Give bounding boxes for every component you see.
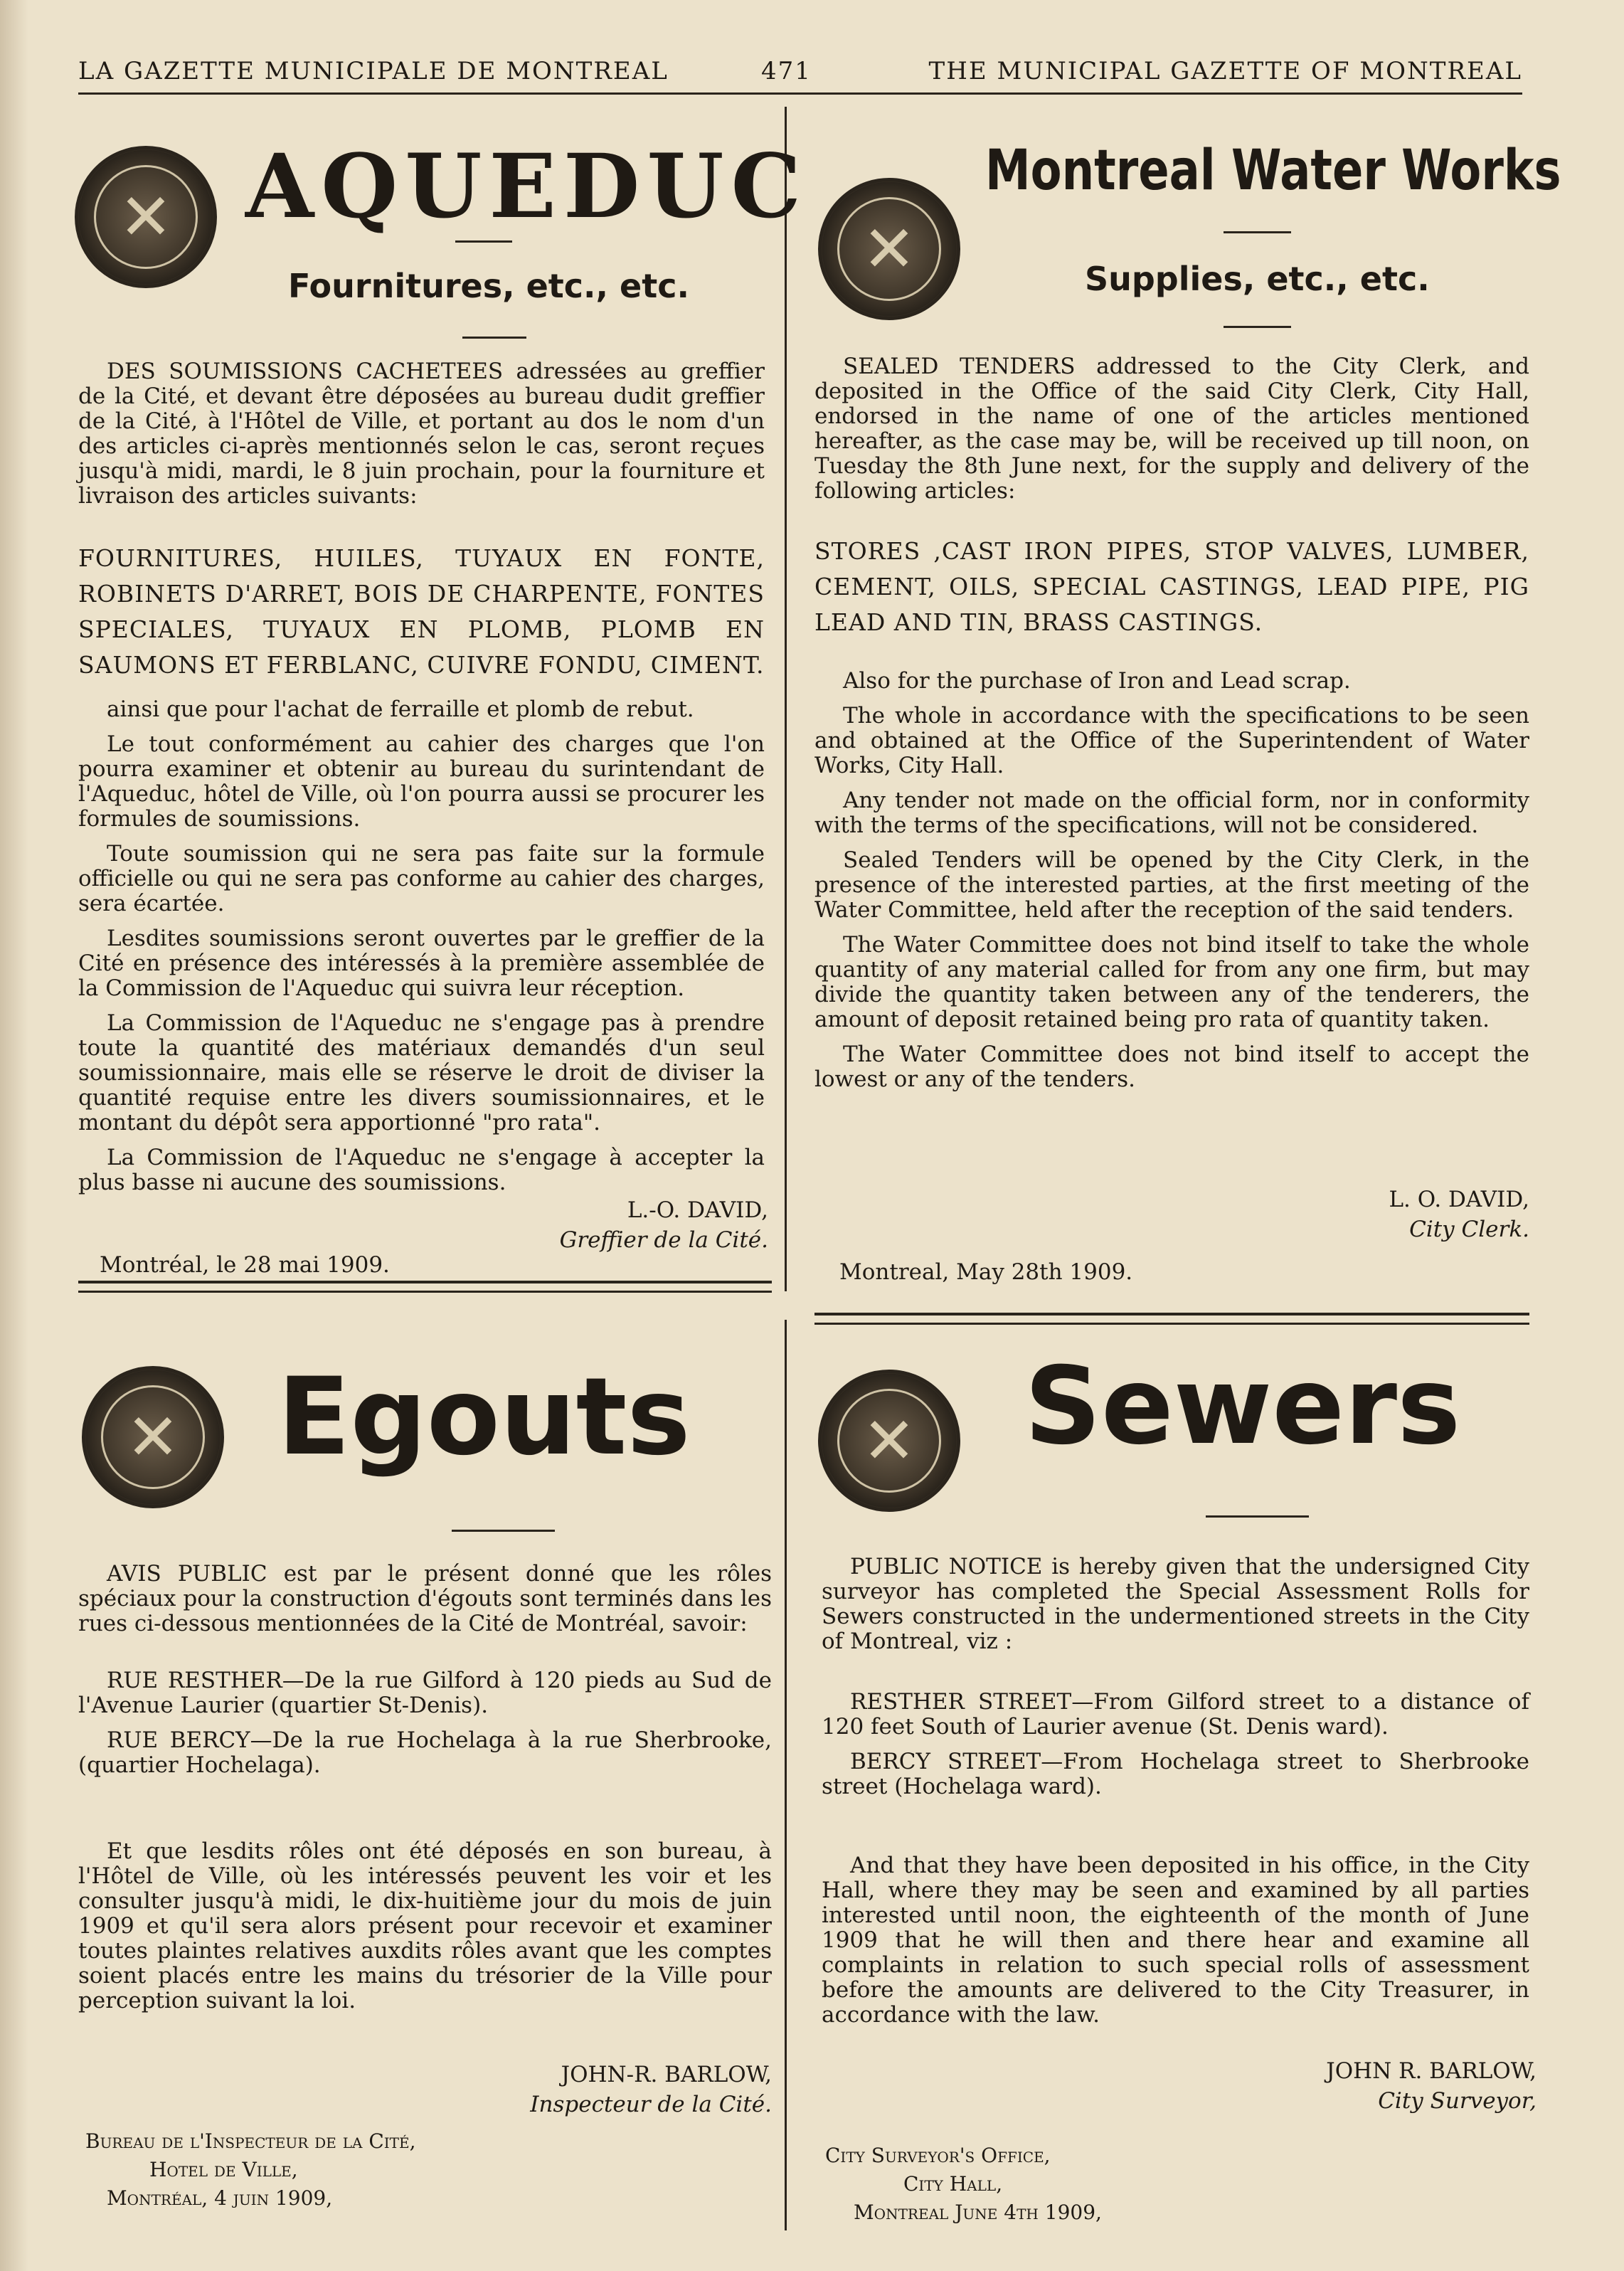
sewers-address-line-1: City Surveyor's Office, xyxy=(825,2144,1051,2167)
title-rule xyxy=(452,1530,555,1532)
aqueduc-subtitle: Fournitures, etc., etc. xyxy=(288,267,689,305)
title-rule xyxy=(455,240,512,243)
title-rule xyxy=(1224,231,1291,233)
city-seal-icon: ✕ xyxy=(82,1366,224,1508)
waterworks-subtitle: Supplies, etc., etc. xyxy=(1085,260,1430,298)
aqueduc-signature-name: L.-O. DAVID, xyxy=(627,1197,768,1223)
waterworks-items: STORES ,CAST IRON PIPES, STOP VALVES, LUMBER, CEMENT, OILS, SPECIAL CASTINGS, LEAD PIPE, PIG LEAD AND TIN, BRASS CASTINGS. xyxy=(814,537,1529,636)
sewers-intro xyxy=(822,1555,1529,1664)
egouts-signature xyxy=(356,2060,772,2119)
waterworks-para-4: Sealed Tenders will be opened by the City Clerk, in the presence of the interested parties, at the first meeting of the Water Committee, held after the reception of the said tenders. xyxy=(814,847,1529,923)
section-separator-right xyxy=(814,1313,1529,1325)
sewers-street-2: BERCY STREET—From Hochelaga street to Sherbrooke street (Hochelaga ward). xyxy=(822,1749,1529,1799)
sewers-body xyxy=(822,1853,1529,2038)
sewers-body-text: And that they have been deposited in his office, in the City Hall, where they may be seen and examined by all parties interested until noon, the eighteenth of the month of June 1909 that he will then and there hear and examine all complaints in relation to such special rolls of assessment before the amounts are delivered to the City Treasurer, in accordance with the law. xyxy=(822,1853,1529,2028)
aqueduc-para-2: Le tout conformément au cahier des charges que l'on pourra examiner et obtenir au bureau du surintendant de l'Aqueduc, hôtel de Ville, où l'on pourra aussi se procurer les formules de soumissions. xyxy=(78,731,765,832)
aqueduc-title: AQUEDUC xyxy=(245,135,809,238)
sewers-signature-role: City Surveyor, xyxy=(1378,2088,1537,2114)
page-header xyxy=(78,53,1522,95)
aqueduc-signature-role: Greffier de la Cité. xyxy=(559,1227,768,1253)
waterworks-title: Montreal Water Works xyxy=(985,139,1561,203)
sewers-signature-name: JOHN R. BARLOW, xyxy=(1326,2058,1537,2084)
waterworks-para-2: The whole in accordance with the specifications to be seen and obtained at the Office of the Superintendent of Water Works, City Hall. xyxy=(814,703,1529,778)
aqueduc-para-5: La Commission de l'Aqueduc ne s'engage pas à prendre toute la quantité des matériaux demandés d'un seul soumissionnaire, mais elle se réserve le droit de diviser la quantité requise entre les divers soumissionnaires, et le montant du dépôt sera apportionné "pro rata". xyxy=(78,1010,765,1136)
egouts-body-text: Et que lesdits rôles ont été déposés en son bureau, à l'Hôtel de Ville, où les intéressés peuvent les voir et les consulter jusqu'à midi, le dix-huitième jour du mois de juin 1909 et qu'il sera alors présent pour recevoir et examiner toutes plaintes relatives auxdits rôles avant que les comptes soient placés entre les mains du trésorier de la Ville pour perception suivant la loi. xyxy=(78,1838,772,2013)
header-english-title: THE MUNICIPAL GAZETTE OF MONTREAL xyxy=(928,57,1522,85)
title-rule xyxy=(1206,1515,1309,1518)
waterworks-intro-text: SEALED TENDERS addressed to the City Clerk, and deposited in the Office of the said City Clerk, City Hall, endorsed in the name of one of the articles mentioned hereafter, as the case may be, will be received up till noon, on Tuesday the 8th June next, for the supply and delivery of the following articles: xyxy=(814,354,1529,504)
waterworks-signature xyxy=(1110,1185,1529,1244)
waterworks-para-1: Also for the purchase of Iron and Lead scrap. xyxy=(843,668,1351,694)
aqueduc-date: Montréal, le 28 mai 1909. xyxy=(100,1252,390,1278)
egouts-body xyxy=(78,1839,772,2023)
waterworks-body xyxy=(814,669,1529,1102)
waterworks-para-5: The Water Committee does not bind itself to take the whole quantity of any material called for from any one firm, but may divide the quantity taken between any of the tenderers, the amount of deposit retained being pro rata of quantity taken. xyxy=(814,932,1529,1032)
egouts-intro xyxy=(78,1562,772,1646)
subtitle-rule xyxy=(462,337,526,339)
waterworks-signature-role: City Clerk. xyxy=(1409,1217,1529,1242)
city-seal-icon: ✕ xyxy=(75,146,217,288)
aqueduc-para-1: ainsi que pour l'achat de ferraille et plomb de rebut. xyxy=(107,697,694,722)
egouts-address-line-3: Montréal, 4 juin 1909, xyxy=(107,2186,333,2210)
aqueduc-para-3: Toute soumission qui ne sera pas faite sur la formule officielle ou qui ne sera pas conforme au cahier des charges, sera écartée. xyxy=(78,841,765,916)
sewers-intro-text: PUBLIC NOTICE is hereby given that the undersigned City surveyor has completed the Special Assessment Rolls for Sewers constructed in the undermentioned streets in the City of Montreal, viz : xyxy=(822,1554,1529,1654)
egouts-address-line-2: Hotel de Ville, xyxy=(149,2158,298,2181)
subtitle-rule xyxy=(1224,326,1291,328)
egouts-address xyxy=(85,2127,583,2213)
egouts-signature-role: Inspecteur de la Cité. xyxy=(530,2092,772,2117)
sewers-address-line-2: City Hall, xyxy=(903,2172,1003,2196)
aqueduc-intro-text: DES SOUMISSIONS CACHETEES adressées au greffier de la Cité, et devant être déposées au bureau dudit greffier de la Cité, à l'Hôtel de Ville, et portant au dos le nom d'un des articles ci-après mentionnés selon le cas, seront reçues jusqu'à midi, mardi, le 8 juin prochain, pour la fourniture et livraison des articles suivants: xyxy=(78,359,765,509)
aqueduc-body xyxy=(78,697,765,1205)
egouts-street-1: RUE RESTHER—De la rue Gilford à 120 pieds au Sud de l'Avenue Laurier (quartier St-Denis). xyxy=(78,1668,772,1718)
sewers-title: Sewers xyxy=(1024,1345,1461,1468)
sewers-address-line-3: Montreal June 4th 1909, xyxy=(854,2201,1102,2224)
egouts-signature-name: JOHN-R. BARLOW, xyxy=(561,2062,772,2087)
page-number: 471 xyxy=(761,57,812,85)
sewers-streets xyxy=(822,1690,1529,1809)
city-seal-icon: ✕ xyxy=(818,1370,960,1512)
waterworks-para-6: The Water Committee does not bind itself to accept the lowest or any of the tenders. xyxy=(814,1042,1529,1092)
binding-shadow xyxy=(0,0,28,2271)
column-divider-top xyxy=(785,107,787,1291)
header-french-title: LA GAZETTE MUNICIPALE DE MONTREAL xyxy=(78,57,669,85)
egouts-street-2: RUE BERCY—De la rue Hochelaga à la rue Sherbrooke, (quartier Hochelaga). xyxy=(78,1727,772,1778)
aqueduc-para-6: La Commission de l'Aqueduc ne s'engage à accepter la plus basse ni aucune des soumissions. xyxy=(78,1145,765,1195)
sewers-address xyxy=(825,2142,1323,2227)
sewers-street-1: RESTHER STREET—From Gilford street to a distance of 120 feet South of Laurier avenue (St. Denis ward). xyxy=(822,1689,1529,1740)
egouts-address-line-1: Bureau de l'Inspecteur de la Cité, xyxy=(85,2129,416,2153)
egouts-title: Egouts xyxy=(277,1355,691,1479)
egouts-streets xyxy=(78,1668,772,1788)
waterworks-para-3: Any tender not made on the official form, nor in conformity with the terms of the specifications, will not be considered. xyxy=(814,788,1529,838)
egouts-intro-text: AVIS PUBLIC est par le présent donné que les rôles spéciaux pour la construction d'égouts sont terminés dans les rues ci-dessous mentionnées de la Cité de Montréal, savoir: xyxy=(78,1561,772,1636)
waterworks-intro xyxy=(814,354,1529,514)
aqueduc-intro xyxy=(78,359,765,519)
aqueduc-signature xyxy=(356,1195,768,1255)
section-separator-left xyxy=(78,1281,772,1293)
waterworks-signature-name: L. O. DAVID, xyxy=(1389,1187,1529,1212)
waterworks-date: Montreal, May 28th 1909. xyxy=(839,1259,1133,1285)
sewers-signature xyxy=(1110,2056,1537,2116)
city-seal-icon: ✕ xyxy=(818,178,960,320)
aqueduc-items: FOURNITURES, HUILES, TUYAUX EN FONTE, ROBINETS D'ARRET, BOIS DE CHARPENTE, FONTES SPECIALES, TUYAUX EN PLOMB, PLOMB EN SAUMONS ET FERBLANC, CUIVRE FONDU, CIMENT. xyxy=(78,544,765,679)
column-divider-bottom xyxy=(785,1320,787,2230)
aqueduc-para-4: Lesdites soumissions seront ouvertes par le greffier de la Cité en présence des intéressés à la première assemblée de la Commission de l'Aqueduc qui suivra leur réception. xyxy=(78,926,765,1001)
